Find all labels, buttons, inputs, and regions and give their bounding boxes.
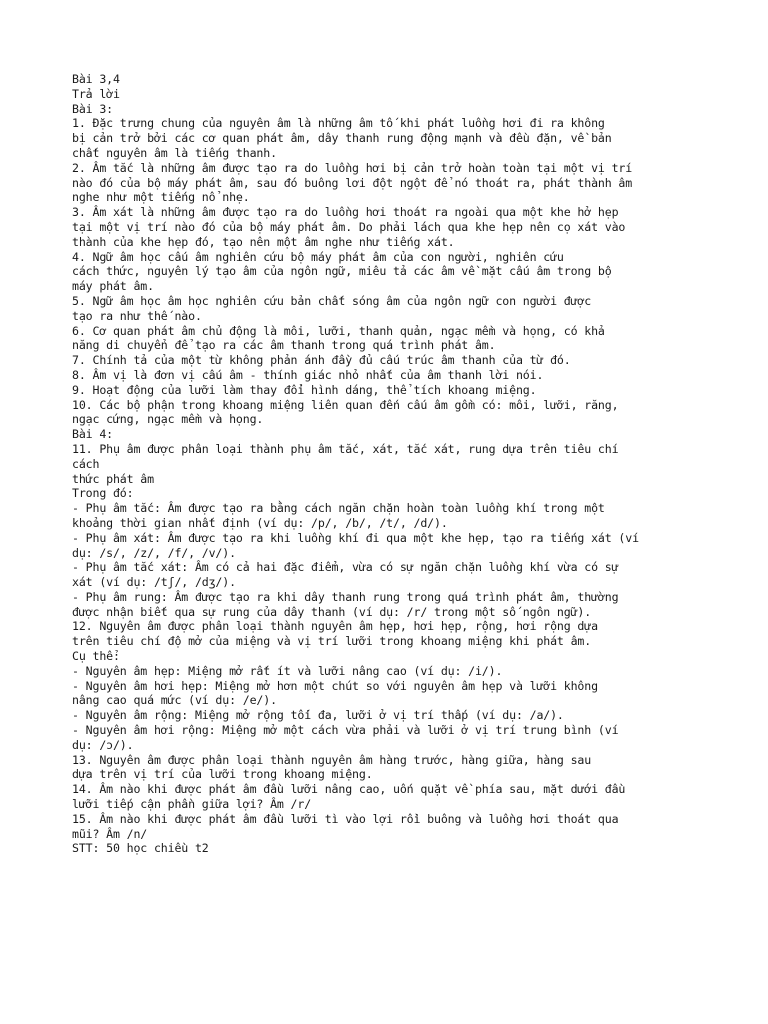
text-line: Trong đó: <box>72 486 134 501</box>
text-line: 1. Đặc trưng chung của nguyên âm là những âm tố khi phát luồng hơi đi ra không <box>72 116 605 131</box>
text-line: - Phụ âm tắc: Âm được tạo ra bằng cách ngăn chặn hoàn toàn luồng khí trong một <box>72 501 605 516</box>
text-line: - Phụ âm tắc xát: Âm có cả hai đặc điểm, vừa có sự ngăn chặn luồng khí vừa có sự <box>72 560 619 575</box>
text-line: 9. Hoạt động của lưỡi làm thay đổi hình dáng, thể tích khoang miệng. <box>72 382 537 397</box>
text-line: 8. Âm vị là đơn vị cấu âm - thính giác nhỏ nhất của âm thanh lời nói. <box>72 367 544 382</box>
text-line: - Nguyên âm hẹp: Miệng mở rất ít và lưỡi nâng cao (ví dụ: /i/). <box>72 663 503 678</box>
text-line: - Nguyên âm hơi rộng: Miệng mở một cách vừa phải và lưỡi ở vị trí trung bình (ví <box>72 723 619 738</box>
text-line: trên tiêu chí độ mở của miệng và vị trí lưỡi trong khoang miệng khi phát âm. <box>72 634 592 649</box>
text-line: Bài 4: <box>72 427 113 442</box>
text-line: cách thức, nguyên lý tạo âm của ngôn ngữ, miêu tả các âm về mặt cấu âm trong bộ <box>72 264 612 279</box>
text-line: 5. Ngữ âm học âm học nghiên cứu bản chất sóng âm của ngôn ngữ con người được <box>72 293 592 308</box>
text-line: thành của khe hẹp đó, tạo nên một âm nghe như tiếng xát. <box>72 234 455 249</box>
text-line: được nhận biết qua sự rung của dây thanh (ví dụ: /r/ trong một số ngôn ngữ). <box>72 604 592 619</box>
text-line: - Phụ âm xát: Âm được tạo ra khi luồng khí đi qua một khe hẹp, tạo ra tiếng xát (ví <box>72 530 639 545</box>
text-line: nâng cao quá mức (ví dụ: /e/). <box>72 693 277 708</box>
text-line: lưỡi tiếp cận phần giữa lợi? Âm /r/ <box>72 797 312 812</box>
text-line: dựa trên vị trí của lưỡi trong khoang miệng. <box>72 767 373 782</box>
text-line: cách <box>72 456 100 471</box>
text-line: - Nguyên âm rộng: Miệng mở rộng tối đa, lưỡi ở vị trí thấp (ví dụ: /a/). <box>72 708 564 723</box>
text-line: - Nguyên âm hơi hẹp: Miệng mở hơn một chút so với nguyên âm hẹp và lưỡi không <box>72 678 598 693</box>
text-line: xát (ví dụ: /tʃ/, /dʒ/). <box>72 575 236 590</box>
text-line: mũi? Âm /n/ <box>72 826 148 841</box>
text-line: nghe như một tiếng nổ nhẹ. <box>72 190 250 205</box>
text-line: máy phát âm. <box>72 279 154 294</box>
text-line: thức phát âm <box>72 471 154 486</box>
text-line: dụ: /s/, /z/, /f/, /v/). <box>72 545 236 560</box>
text-line: khoảng thời gian nhất định (ví dụ: /p/, /b/, /t/, /d/). <box>72 515 448 530</box>
text-line: 2. Âm tắc là những âm được tạo ra do luồng hơi bị cản trở hoàn toàn tại một vị trí <box>72 160 633 175</box>
text-line: tạo ra như thế nào. <box>72 308 202 323</box>
text-line: Cụ thể: <box>72 649 120 664</box>
document-body <box>72 72 712 856</box>
text-line: Bài 3: <box>72 101 113 116</box>
text-line: STT: 50 học chiều t2 <box>72 841 209 856</box>
text-line: 14. Âm nào khi được phát âm đầu lưỡi nâng cao, uốn quặt về phía sau, mặt dưới đầu <box>72 782 626 797</box>
text-line: 12. Nguyên âm được phân loại thành nguyên âm hẹp, hơi hẹp, rộng, hơi rộng dựa <box>72 619 598 634</box>
text-line: 7. Chính tả của một từ không phản ánh đầy đủ cấu trúc âm thanh của từ đó. <box>72 353 571 368</box>
text-line: 13. Nguyên âm được phân loại thành nguyên âm hàng trước, hàng giữa, hàng sau <box>72 752 592 767</box>
text-line: Trả lời <box>72 86 120 101</box>
text-line: 10. Các bộ phận trong khoang miệng liên quan đến cấu âm gồm có: môi, lưỡi, răng, <box>72 397 619 412</box>
text-line: 15. Âm nào khi được phát âm đầu lưỡi tì vào lợi rồi buông và luồng hơi thoát qua <box>72 811 619 826</box>
text-line: 3. Âm xát là những âm được tạo ra do luồng hơi thoát ra ngoài qua một khe hở hẹp <box>72 205 619 220</box>
text-line: nào đó của bộ máy phát âm, sau đó buông lơi đột ngột để nó thoát ra, phát thành âm <box>72 175 633 190</box>
text-line: dụ: /ɔ/). <box>72 737 134 752</box>
text-line: 6. Cơ quan phát âm chủ động là môi, lưỡi, thanh quản, ngạc mềm và họng, có khả <box>72 323 605 338</box>
text-line: năng di chuyển để tạo ra các âm thanh trong quá trình phát âm. <box>72 338 496 353</box>
text-line: 4. Ngữ âm học cấu âm nghiên cứu bộ máy phát âm của con người, nghiên cứu <box>72 249 564 264</box>
text-line: - Phụ âm rung: Âm được tạo ra khi dây thanh rung trong quá trình phát âm, thường <box>72 589 619 604</box>
text-line: chất nguyên âm là tiếng thanh. <box>72 145 277 160</box>
text-line: tại một vị trí nào đó của bộ máy phát âm. Do phải lách qua khe hẹp nên cọ xát vào <box>72 219 626 234</box>
text-line: ngạc cứng, ngạc mềm và họng. <box>72 412 264 427</box>
text-line: 11. Phụ âm được phân loại thành phụ âm tắc, xát, tắc xát, rung dựa trên tiêu chí <box>72 441 619 456</box>
text-line: Bài 3,4 <box>72 72 120 86</box>
text-line: bị cản trở bởi các cơ quan phát âm, dây thanh rung động mạnh và đều đặn, về bản <box>72 131 612 146</box>
